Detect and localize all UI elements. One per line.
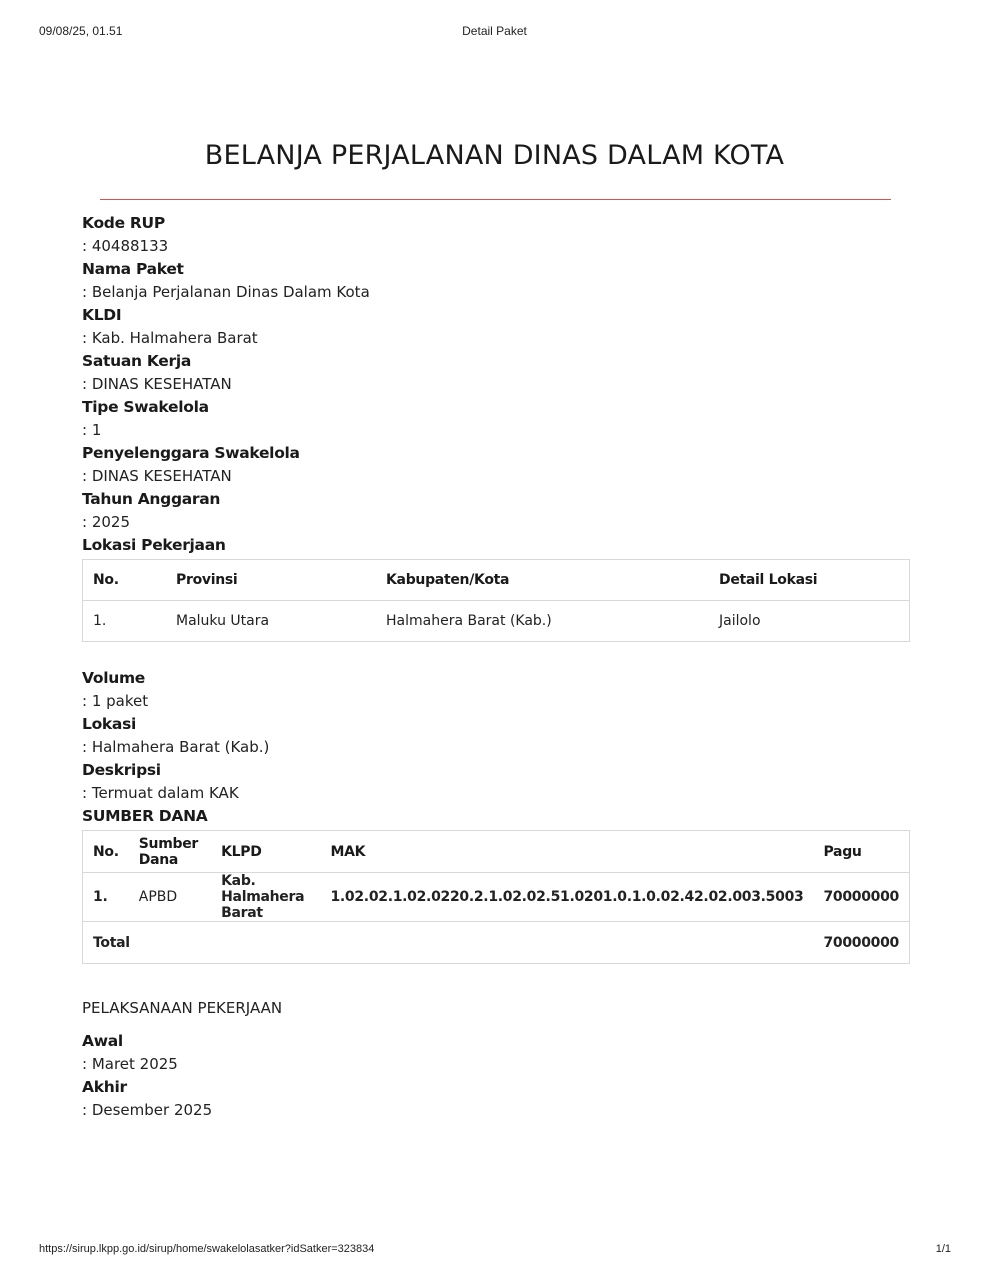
table-cell: Maluku Utara bbox=[166, 601, 376, 642]
field-label: Lokasi bbox=[82, 715, 137, 733]
column-header: KLPD bbox=[211, 831, 320, 873]
field-label: Awal bbox=[82, 1032, 123, 1050]
table-cell: 1. bbox=[83, 601, 167, 642]
field-label: Tipe Swakelola bbox=[82, 398, 209, 416]
field-value: : Maret 2025 bbox=[82, 1053, 910, 1076]
total-label: Total bbox=[83, 922, 814, 964]
column-header: MAK bbox=[320, 831, 813, 873]
field-label: Tahun Anggaran bbox=[82, 490, 221, 508]
field-value: : DINAS KESEHATAN bbox=[82, 465, 910, 488]
table-cell: 1. bbox=[83, 873, 129, 922]
field-value: : 1 bbox=[82, 419, 910, 442]
column-header: Pagu bbox=[813, 831, 909, 873]
field-nama-paket bbox=[82, 258, 910, 304]
print-page-title: Detail Paket bbox=[462, 24, 527, 38]
column-header: Provinsi bbox=[166, 560, 376, 601]
field-value: : Belanja Perjalanan Dinas Dalam Kota bbox=[82, 281, 910, 304]
field-satuan-kerja bbox=[82, 350, 910, 396]
column-header: No. bbox=[83, 560, 167, 601]
print-page-number: 1/1 bbox=[935, 1243, 951, 1255]
table-cell: APBD bbox=[129, 873, 211, 922]
field-penyelenggara-swakelola bbox=[82, 442, 910, 488]
pelaksanaan-heading: PELAKSANAAN PEKERJAAN bbox=[82, 999, 283, 1017]
column-header: Detail Lokasi bbox=[709, 560, 910, 601]
field-kldi bbox=[82, 304, 910, 350]
field-label: Kode RUP bbox=[82, 214, 165, 232]
field-value: : Desember 2025 bbox=[82, 1099, 910, 1122]
field-lokasi bbox=[82, 713, 910, 759]
table-cell: Jailolo bbox=[709, 601, 910, 642]
sumber-dana-label: SUMBER DANA bbox=[82, 807, 208, 825]
field-label: KLDI bbox=[82, 306, 122, 324]
print-url: https://sirup.lkpp.go.id/sirup/home/swakelolasatker?idSatker=323834 bbox=[39, 1243, 375, 1255]
field-label: Deskripsi bbox=[82, 761, 161, 779]
lokasi-pekerjaan-table bbox=[82, 559, 910, 642]
field-tipe-swakelola bbox=[82, 396, 910, 442]
field-value: : DINAS KESEHATAN bbox=[82, 373, 910, 396]
title-divider bbox=[100, 199, 891, 200]
field-value: : Kab. Halmahera Barat bbox=[82, 327, 910, 350]
field-value: : Termuat dalam KAK bbox=[82, 782, 910, 805]
column-header: Kabupaten/Kota bbox=[376, 560, 709, 601]
field-label: Volume bbox=[82, 669, 146, 687]
field-tahun-anggaran bbox=[82, 488, 910, 534]
column-header: No. bbox=[83, 831, 129, 873]
field-label: Akhir bbox=[82, 1078, 127, 1096]
table-cell: 70000000 bbox=[813, 873, 909, 922]
page-title: BELANJA PERJALANAN DINAS DALAM KOTA bbox=[204, 140, 785, 172]
total-value: 70000000 bbox=[813, 922, 909, 964]
field-value: : 40488133 bbox=[82, 235, 910, 258]
table-cell: Kab. Halmahera Barat bbox=[211, 873, 320, 922]
print-datetime: 09/08/25, 01.51 bbox=[39, 24, 123, 38]
field-volume bbox=[82, 667, 910, 713]
field-label: Penyelenggara Swakelola bbox=[82, 444, 300, 462]
field-awal bbox=[82, 1030, 910, 1076]
lokasi-pekerjaan-label: Lokasi Pekerjaan bbox=[82, 536, 226, 554]
field-label: Nama Paket bbox=[82, 260, 184, 278]
field-value: : Halmahera Barat (Kab.) bbox=[82, 736, 910, 759]
table-row bbox=[83, 873, 910, 922]
field-value: : 1 paket bbox=[82, 690, 910, 713]
table-total-row bbox=[83, 922, 910, 964]
sumber-dana-table bbox=[82, 830, 910, 964]
field-value: : 2025 bbox=[82, 511, 910, 534]
table-header-row bbox=[83, 831, 910, 873]
field-deskripsi bbox=[82, 759, 910, 805]
field-kode-rup bbox=[82, 212, 910, 258]
field-akhir bbox=[82, 1076, 910, 1122]
detail-content bbox=[82, 212, 910, 1122]
table-header-row bbox=[83, 560, 910, 601]
table-row bbox=[83, 601, 910, 642]
table-cell: Halmahera Barat (Kab.) bbox=[376, 601, 709, 642]
field-label: Satuan Kerja bbox=[82, 352, 192, 370]
column-header: Sumber Dana bbox=[129, 831, 211, 873]
table-cell: 1.02.02.1.02.0220.2.1.02.02.51.0201.0.1.0.02.42.02.003.5003 bbox=[320, 873, 813, 922]
